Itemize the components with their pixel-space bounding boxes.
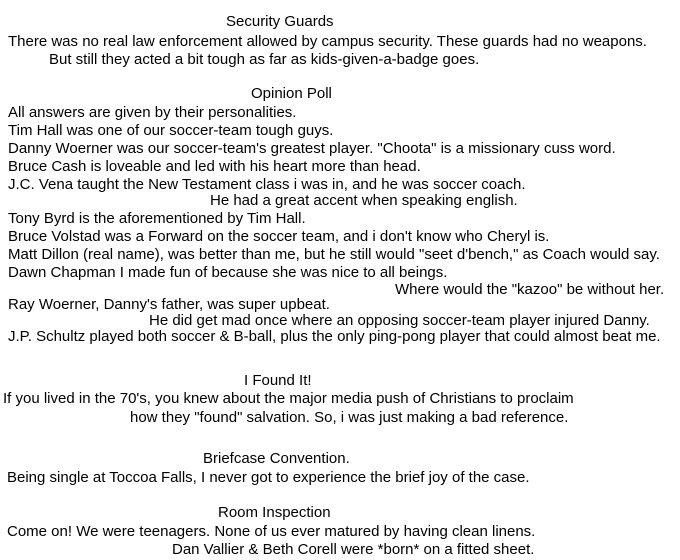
security-title: Security Guards: [226, 13, 334, 30]
briefcase-title: Briefcase Convention.: [203, 450, 350, 467]
poll-line-1: All answers are given by their personalities.: [8, 104, 297, 121]
poll-line-11: Where would the "kazoo" be without her.: [395, 281, 665, 298]
poll-line-5: J.C. Vena taught the New Testament class i was in, and he was soccer coach.: [8, 176, 526, 193]
poll-line-7: Tony Byrd is the aforementioned by Tim Hall.: [8, 210, 306, 227]
poll-line-3: Danny Woerner was our soccer-team's greatest player. "Choota" is a missionary cuss word.: [8, 140, 616, 157]
found-title: I Found It!: [244, 372, 312, 389]
poll-line-8: Bruce Volstad was a Forward on the soccer team, and i don't know who Cheryl is.: [8, 228, 550, 245]
poll-line-2: Tim Hall was one of our soccer-team tough guys.: [8, 122, 334, 139]
poll-title: Opinion Poll: [251, 85, 332, 102]
room-title: Room Inspection: [218, 504, 331, 521]
poll-line-14: J.P. Schultz played both soccer & B-ball, plus the only ping-pong player that could almost beat me.: [8, 328, 661, 345]
poll-line-9: Matt Dillon (real name), was better than me, but he still would "seet d'bench," as Coach would say.: [8, 246, 660, 263]
security-line-1: There was no real law enforcement allowed by campus security. These guards had no weapons.: [8, 33, 647, 50]
poll-line-4: Bruce Cash is loveable and led with his heart more than head.: [8, 158, 421, 175]
poll-line-12: Ray Woerner, Danny's father, was super upbeat.: [8, 296, 330, 313]
poll-line-10: Dawn Chapman I made fun of because she was nice to all beings.: [8, 264, 448, 281]
room-line-2: Dan Vallier & Beth Corell were *born* on a fitted sheet.: [172, 541, 535, 558]
found-line-1: If you lived in the 70's, you knew about the major media push of Christians to proclaim: [3, 390, 574, 407]
room-line-1: Come on! We were teenagers. None of us ever matured by having clean linens.: [7, 523, 536, 540]
poll-line-13: He did get mad once where an opposing soccer-team player injured Danny.: [149, 312, 650, 329]
found-line-2: how they "found" salvation. So, i was just making a bad reference.: [130, 409, 569, 426]
briefcase-line-1: Being single at Toccoa Falls, I never got to experience the brief joy of the case.: [7, 469, 530, 486]
security-line-2: But still they acted a bit tough as far as kids-given-a-badge goes.: [49, 51, 480, 68]
poll-line-6: He had a great accent when speaking english.: [210, 192, 518, 209]
